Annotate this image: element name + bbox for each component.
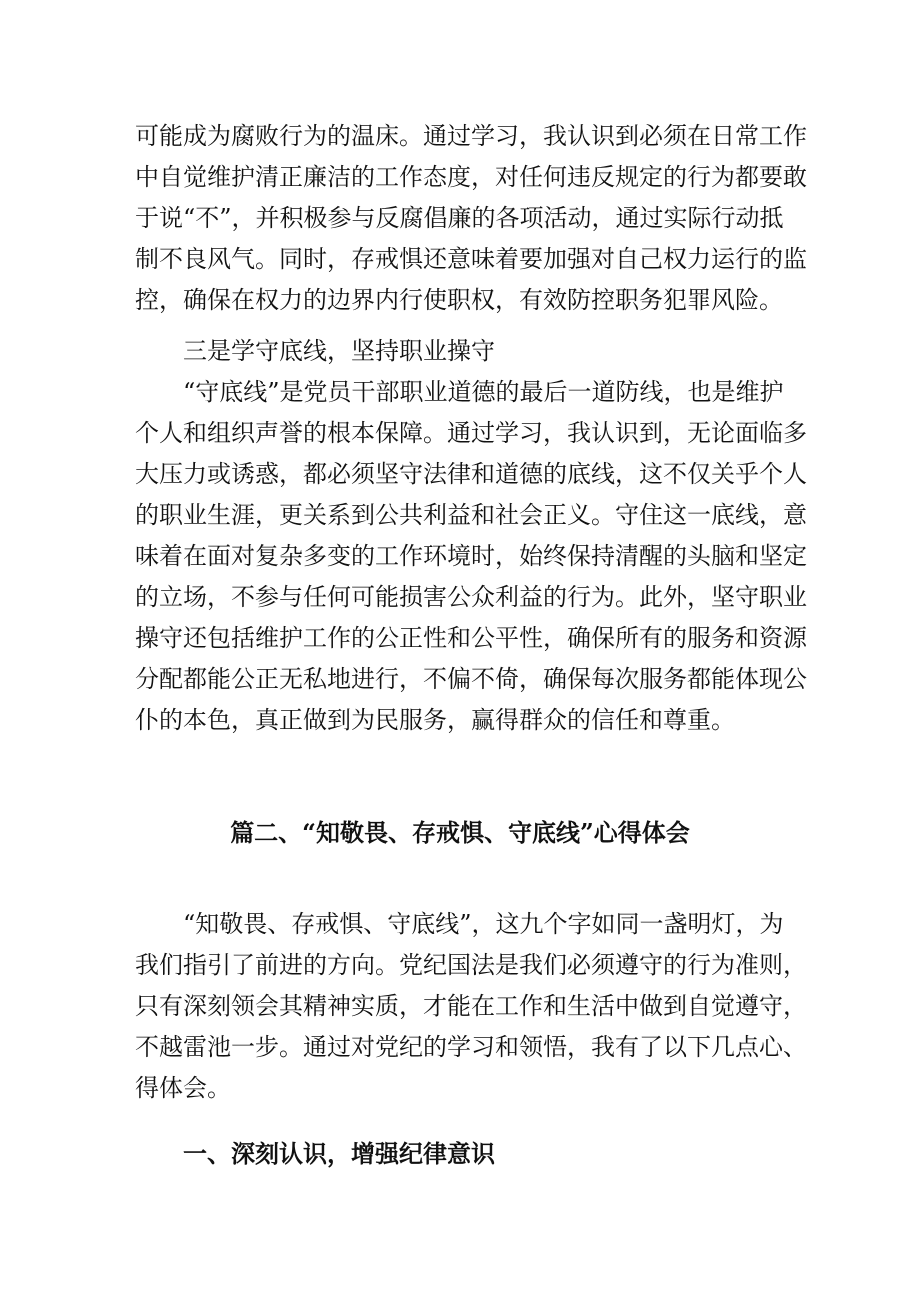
text-line: 操守还包括维护工作的公正性和公平性，确保所有的服务和资源 <box>135 624 807 652</box>
text-line: “守底线”是党员干部职业道德的最后一道防线，也是维护 <box>135 378 784 406</box>
section-title-line: 三是学守底线，坚持职业操守 <box>135 337 495 365</box>
paragraph-bottom-line <box>135 331 807 741</box>
text-line: 味着在面对复杂多变的工作环境时，始终保持清醒的头脑和坚定 <box>135 542 807 570</box>
text-line: 分配都能公正无私地进行，不偏不倚，确保每次服务都能体现公 <box>135 665 807 693</box>
text-line: 大压力或诱惑，都必须坚守法律和道德的底线，这不仅关乎个人 <box>135 460 807 488</box>
text-line: 只有深刻领会其精神实质，才能在工作和生活中做到自觉遵守， <box>135 992 807 1020</box>
text-line: 不越雷池一步。通过对党纪的学习和领悟，我有了以下几点心、 <box>135 1033 807 1061</box>
text-line: 可能成为腐败行为的温床。通过学习，我认识到必须在日常工作 <box>135 122 807 150</box>
text-line: 我们指引了前进的方向。党纪国法是我们必须遵守的行为准则， <box>135 951 807 979</box>
text-line: 的立场，不参与任何可能损害公众利益的行为。此外，坚守职业 <box>135 583 807 611</box>
section-subheading: 一、深刻认识，增强纪律意识 <box>183 1139 495 1168</box>
text-line: 于说“不”，并积极参与反腐倡廉的各项活动，通过实际行动抵 <box>135 204 784 232</box>
paragraph-introduction <box>135 904 807 1109</box>
text-line: 个人和组织声誉的根本保障。通过学习，我认识到，无论面临多 <box>135 419 807 447</box>
text-line: 中自觉维护清正廉洁的工作态度，对任何违反规定的行为都要敢 <box>135 163 807 191</box>
text-line: 控，确保在权力的边界内行使职权，有效防控职务犯罪风险。 <box>135 286 783 314</box>
article-heading: 篇二、“知敬畏、存戒惧、守底线”心得体会 <box>230 818 690 847</box>
text-line: 制不良风气。同时，存戒惧还意味着要加强对自己权力运行的监 <box>135 245 807 273</box>
text-line: “知敬畏、存戒惧、守底线”，这九个字如同一盏明灯，为 <box>135 910 784 938</box>
paragraph-corruption-vigilance <box>135 116 807 321</box>
text-line: 仆的本色，真正做到为民服务，赢得群众的信任和尊重。 <box>135 706 735 734</box>
text-line: 得体会。 <box>135 1074 231 1102</box>
text-line: 的职业生涯，更关系到公共利益和社会正义。守住这一底线，意 <box>135 501 807 529</box>
